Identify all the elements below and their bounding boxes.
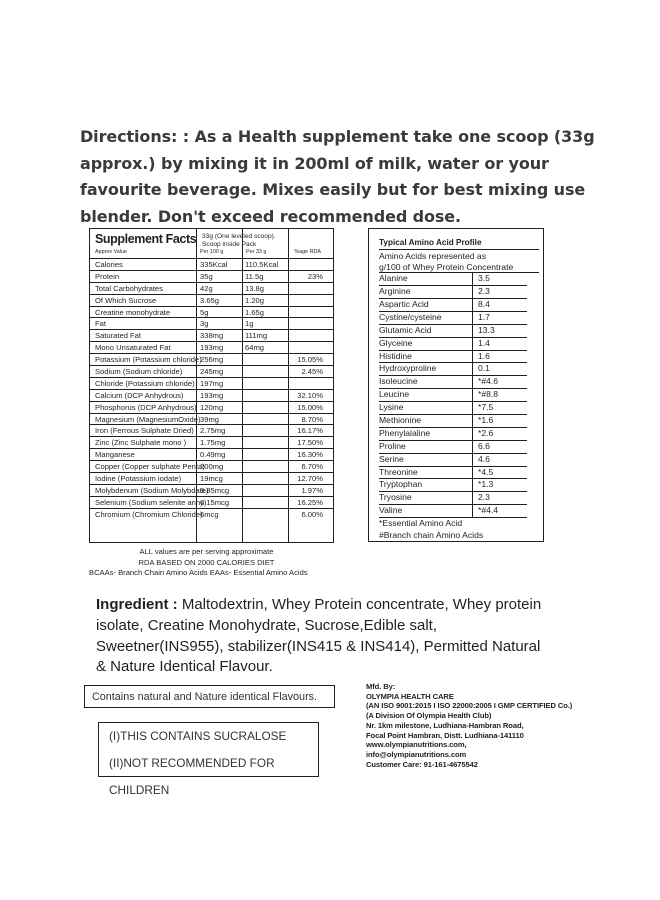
supplement-row bbox=[90, 259, 333, 271]
amino-value: 8.4 bbox=[478, 298, 490, 309]
amino-row bbox=[379, 402, 527, 415]
supplement-cell-name: Sodium (Sodium chloride) bbox=[95, 367, 183, 377]
supplement-facts-title: Supplement Facts bbox=[95, 232, 197, 246]
supplement-cell-name: Phosphorus (DCP Anhydrous) bbox=[95, 402, 197, 412]
amino-footnote-essential: *Essential Amino Acid bbox=[379, 518, 463, 529]
supplement-cell-per100: 39mg bbox=[200, 414, 219, 424]
amino-row bbox=[379, 441, 527, 454]
supplement-cell-per100: 200mg bbox=[200, 462, 224, 472]
amino-row bbox=[379, 428, 527, 441]
amino-row bbox=[379, 363, 527, 376]
warnings-box bbox=[98, 722, 319, 797]
supplement-cell-rda: 15.05% bbox=[297, 355, 323, 365]
supplement-row bbox=[90, 449, 333, 461]
supplement-cell-rda: 8.70% bbox=[301, 414, 323, 424]
amino-value: *#8.8 bbox=[478, 389, 499, 400]
supplement-cell-per33: 1g bbox=[245, 319, 254, 329]
supplement-cell-name: Protein bbox=[95, 271, 120, 281]
supplement-row bbox=[90, 342, 333, 354]
amino-title: Typical Amino Acid Profile bbox=[379, 238, 539, 250]
amino-name: Methionine bbox=[379, 414, 422, 425]
supplement-row bbox=[90, 378, 333, 390]
note-approx: ALL values are per serving approximate bbox=[139, 547, 274, 556]
supplement-cell-name: Creatine monohydrate bbox=[95, 307, 171, 317]
amino-value: *1.6 bbox=[478, 414, 494, 425]
supplement-cell-name: Chromium (Chromium Chloride) bbox=[95, 509, 203, 519]
amino-value: 13.3 bbox=[478, 324, 495, 335]
supplement-cell-rda: 12.70% bbox=[297, 474, 323, 484]
supplement-cell-name: Chloride (Potassium chloride) bbox=[95, 378, 195, 388]
supplement-cell-per100: 19mcg bbox=[200, 474, 223, 484]
supplement-cell-name: Molybdenum (Sodium Molybdate) bbox=[95, 485, 209, 495]
amino-row bbox=[379, 415, 527, 428]
ingredients bbox=[96, 595, 551, 678]
supplement-cell-per100: 6mcg bbox=[200, 509, 219, 519]
supplement-cell-name: Mono Unsaturated Fat bbox=[95, 343, 171, 353]
supplement-cell-name: Iodine (Potassium iodate) bbox=[95, 474, 182, 484]
supplement-row bbox=[90, 473, 333, 485]
amino-value: 1.4 bbox=[478, 337, 490, 348]
amino-value: 0.1 bbox=[478, 363, 490, 374]
supplement-cell-per33: 1.65g bbox=[245, 307, 265, 317]
supplement-cell-per100: 2.75mg bbox=[200, 426, 226, 436]
amino-row bbox=[379, 505, 527, 518]
supplement-cell-rda: 17.50% bbox=[297, 438, 323, 448]
supplement-cell-rda: 16.17% bbox=[297, 426, 323, 436]
amino-name: Aspartic Acid bbox=[379, 298, 429, 309]
amino-value: 6.6 bbox=[478, 440, 490, 451]
supplement-cell-name: Calcium (DCP Anhydrous) bbox=[95, 390, 184, 400]
amino-row bbox=[379, 273, 527, 286]
amino-desc-2: g/100 of Whey Protein Concentrate bbox=[379, 262, 539, 274]
amino-row bbox=[379, 376, 527, 389]
amino-value: *#4.4 bbox=[478, 505, 499, 516]
directions-text: Directions: : As a Health supplement take one scoop (33g approx.) by mixing it in 200ml of milk, water or your favourite beverage. Mixes easily but for best mixing use blender. Don't exceed recommended dose. bbox=[80, 127, 595, 226]
amino-name: Glutamic Acid bbox=[379, 324, 432, 335]
amino-value: 1.7 bbox=[478, 311, 490, 322]
supplement-cell-name: Potassium (Potassium chloride) bbox=[95, 355, 202, 365]
supplement-cell-per100: 3g bbox=[200, 319, 209, 329]
amino-row bbox=[379, 479, 527, 492]
amino-value: 1.6 bbox=[478, 350, 490, 361]
supplement-row bbox=[90, 283, 333, 295]
supplement-cell-name: Copper (Copper sulphate Penta) bbox=[95, 462, 205, 472]
amino-name: Cystine/cysteine bbox=[379, 311, 442, 322]
amino-name: Serine bbox=[379, 453, 404, 464]
amino-row bbox=[379, 299, 527, 312]
amino-footnote-bcaa: #Branch chain Amino Acids bbox=[379, 530, 484, 541]
natural-flavours-box: Contains natural and Nature identical Flavours. bbox=[84, 685, 335, 708]
ingredient-text: Maltodextrin, Whey Protein concentrate, Whey protein isolate, Creatine Monohydrate, Sucrose,Edible salt, Sweetner(INS955), stabilizer(INS415 & INS414), Permitted Natural & Nature Identical Flavour. bbox=[96, 596, 542, 676]
amino-name: Threonine bbox=[379, 466, 418, 477]
supplement-cell-name: Zinc (Zinc Sulphate mono ) bbox=[95, 438, 187, 448]
amino-value: 3.5 bbox=[478, 273, 490, 284]
supplement-cell-per100: 120mg bbox=[200, 402, 224, 412]
supplement-cell-per100: 245mg bbox=[200, 367, 224, 377]
supplement-cell-name: Manganese bbox=[95, 450, 135, 460]
note-rda: RDA BASED ON 2000 CALORIES DIET bbox=[138, 557, 275, 567]
amino-acid-profile bbox=[368, 228, 544, 542]
amino-row bbox=[379, 351, 527, 364]
supplement-cell-per100: 3.65g bbox=[200, 295, 220, 305]
amino-value: 2.3 bbox=[478, 286, 490, 297]
supplement-cell-rda: 2.45% bbox=[301, 367, 323, 377]
amino-value: *1.3 bbox=[478, 479, 494, 490]
supplement-cell-rda: 1.97% bbox=[301, 485, 323, 495]
supplement-row bbox=[90, 509, 333, 521]
supplement-cell-per33: 13.8g bbox=[245, 283, 265, 293]
column-header: Approx Value Per 100 g Per 33 g %age RDA bbox=[90, 248, 333, 259]
supplement-cell-name: Total Carbohydrates bbox=[95, 283, 163, 293]
supplement-cell-name: Magnesium (MagnesiumOxide) bbox=[95, 414, 201, 424]
supplement-row bbox=[90, 485, 333, 497]
supplement-cell-per33: 110.5Kcal bbox=[245, 260, 279, 269]
note-bcaa: BCAAs- Branch Chain Amino Acids EAAs- Essential Amino Acids bbox=[89, 568, 308, 577]
serving-size: 33g (One leveled scoop). Scoop inside Pack bbox=[202, 233, 276, 248]
supplement-cell-per100: 0.49mg bbox=[200, 450, 226, 460]
amino-name: Phenylalaline bbox=[379, 427, 431, 438]
supplement-cell-rda: 6.70% bbox=[301, 462, 323, 472]
amino-row bbox=[379, 492, 527, 505]
supplement-row bbox=[90, 437, 333, 449]
supplement-cell-per100: 42g bbox=[200, 283, 213, 293]
amino-value: *#4.6 bbox=[478, 376, 499, 387]
amino-row bbox=[379, 454, 527, 467]
supplement-row bbox=[90, 461, 333, 473]
amino-name: Proline bbox=[379, 440, 406, 451]
amino-value: 2.3 bbox=[478, 492, 490, 503]
amino-row bbox=[379, 312, 527, 325]
supplement-cell-per100: 193mg bbox=[200, 343, 224, 353]
amino-name: Leucine bbox=[379, 389, 410, 400]
amino-value: *7.5 bbox=[478, 402, 494, 413]
supplement-row bbox=[90, 366, 333, 378]
serving-notes bbox=[89, 547, 339, 579]
warning-children: (II)NOT RECOMMENDED FOR CHILDREN bbox=[109, 756, 275, 797]
supplement-cell-rda: 16.25% bbox=[297, 497, 323, 507]
supplement-cell-rda: 32.10% bbox=[297, 390, 323, 400]
amino-row bbox=[379, 338, 527, 351]
supplement-cell-per100: 1.75mg bbox=[200, 438, 226, 448]
supplement-cell-name: Fat bbox=[95, 319, 106, 329]
amino-value: 4.6 bbox=[478, 453, 490, 464]
amino-row bbox=[379, 467, 527, 480]
supplement-cell-per100: 256mg bbox=[200, 355, 224, 365]
supplement-cell-per33: 64mg bbox=[245, 343, 264, 353]
supplement-row bbox=[90, 295, 333, 307]
amino-name: Lysine bbox=[379, 402, 404, 413]
amino-name: Tryptophan bbox=[379, 479, 423, 490]
amino-name: Alanine bbox=[379, 273, 408, 284]
supplement-row bbox=[90, 425, 333, 437]
supplement-row bbox=[90, 414, 333, 426]
supplement-cell-name: Calories bbox=[95, 260, 123, 269]
supplement-row bbox=[90, 390, 333, 402]
amino-row bbox=[379, 389, 527, 402]
manufacturer-info: Mfd. By: OLYMPIA HEALTH CARE (AN ISO 9001:2015 I ISO 22000:2005 I GMP CERTIFIED Co.) (A Division Of Olympia Health Club) Nr. 1km milestone, Ludhiana-Hambran Road, Focal Point Hambran, Distt. Ludhiana-141110 www.olympianutritions.com, info@olympianutritions.com Customer Care: 91-161-4675542 bbox=[366, 682, 573, 769]
amino-name: Arginine bbox=[379, 286, 411, 297]
supplement-cell-per100: 5g bbox=[200, 307, 209, 317]
amino-name: Isoleucine bbox=[379, 376, 418, 387]
supplement-row bbox=[90, 330, 333, 342]
supplement-row bbox=[90, 402, 333, 414]
supplement-row bbox=[90, 271, 333, 283]
amino-desc-1: Amino Acids represented as bbox=[379, 251, 487, 261]
amino-name: Histidine bbox=[379, 350, 412, 361]
supplement-cell-per100: 193mg bbox=[200, 390, 224, 400]
amino-name: Valine bbox=[379, 505, 403, 516]
supplement-cell-per33: 111mg bbox=[245, 331, 268, 341]
supplement-cell-name: Selenium (Sodium selenite anhy) bbox=[95, 497, 207, 507]
supplement-cell-per33: 1.20g bbox=[245, 295, 265, 305]
supplement-cell-name: Iron (Ferrous Sulphate Dried) bbox=[95, 426, 194, 436]
amino-name: Tryosine bbox=[379, 492, 412, 503]
amino-name: Hydroxyproline bbox=[379, 363, 437, 374]
supplement-facts-panel bbox=[89, 228, 334, 543]
supplement-row bbox=[90, 307, 333, 319]
supplement-cell-per100: 6.15mcg bbox=[200, 497, 230, 507]
supplement-cell-name: Of Which Sucrose bbox=[95, 295, 157, 305]
amino-name: Glyceine bbox=[379, 337, 413, 348]
supplement-cell-per100: 35g bbox=[200, 271, 213, 281]
amino-row bbox=[379, 325, 527, 338]
supplement-cell-rda: 6.00% bbox=[301, 509, 323, 519]
supplement-cell-per100: 9.85mcg bbox=[200, 485, 230, 495]
amino-value: *4.5 bbox=[478, 466, 494, 477]
supplement-cell-per33: 11.5g bbox=[245, 271, 264, 281]
amino-value: *2.6 bbox=[478, 427, 494, 438]
supplement-row bbox=[90, 318, 333, 330]
supplement-row bbox=[90, 354, 333, 366]
supplement-cell-per100: 335Kcal bbox=[200, 260, 228, 269]
amino-row bbox=[379, 286, 527, 299]
supplement-row bbox=[90, 497, 333, 509]
supplement-cell-per100: 338mg bbox=[200, 331, 224, 341]
supplement-cell-rda: 15.00% bbox=[297, 402, 323, 412]
supplement-cell-rda: 16.30% bbox=[297, 450, 323, 460]
supplement-cell-per100: 197mg bbox=[200, 378, 224, 388]
warning-sucralose: (I)THIS CONTAINS SUCRALOSE bbox=[109, 729, 287, 743]
ingredient-label: Ingredient : bbox=[96, 596, 178, 613]
supplement-cell-name: Saturated Fat bbox=[95, 331, 142, 341]
supplement-cell-rda: 23% bbox=[307, 271, 323, 281]
